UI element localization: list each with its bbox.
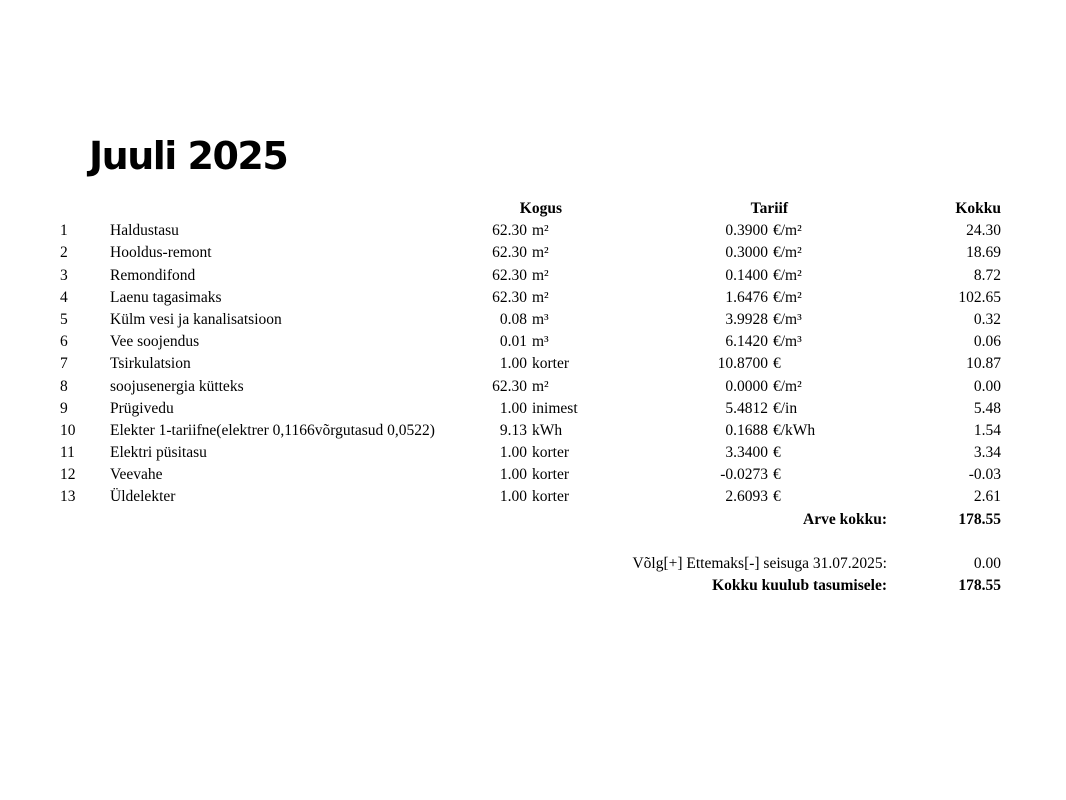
row-quantity-unit: inimest — [532, 399, 578, 417]
row-total: 0.32 — [973, 310, 1001, 328]
row-service-name: Laenu tagasimaks — [110, 288, 222, 306]
table-row — [0, 486, 1066, 508]
row-quantity-unit: korter — [532, 488, 570, 506]
row-total: 24.30 — [966, 222, 1001, 240]
balance-label: Võlg[+] Ettemaks[-] seisuga 31.07.2025: — [632, 555, 887, 572]
row-tariff-unit: €/m² — [773, 266, 802, 284]
row-number: 3 — [60, 266, 68, 284]
table-row — [0, 287, 1066, 309]
row-quantity-unit: m² — [532, 288, 549, 306]
row-quantity-value: 1.00 — [499, 466, 527, 484]
row-tariff-unit: €/m² — [773, 244, 802, 262]
balance-value: 0.00 — [973, 555, 1001, 572]
row-number: 13 — [60, 488, 76, 506]
row-total: 2.61 — [973, 488, 1001, 506]
table-row — [0, 464, 1066, 486]
row-service-name: Üldelekter — [110, 488, 176, 506]
table-header-row — [0, 198, 1066, 220]
row-total: 0.00 — [973, 377, 1001, 395]
row-quantity-unit: korter — [532, 355, 570, 373]
row-tariff-unit: €/m² — [773, 222, 802, 240]
row-quantity-unit: m² — [532, 266, 549, 284]
row-quantity-unit: m³ — [532, 310, 549, 328]
invoice-total-label: Arve kokku: — [803, 510, 887, 528]
row-quantity-value: 0.01 — [499, 333, 527, 351]
row-quantity-unit: m³ — [532, 333, 549, 351]
invoice-table — [0, 198, 1066, 597]
row-quantity-unit: m² — [532, 222, 549, 240]
row-service-name: Haldustasu — [110, 222, 179, 240]
table-row — [0, 331, 1066, 353]
amount-due-row — [0, 575, 1066, 597]
row-quantity-value: 0.08 — [499, 310, 527, 328]
row-quantity-unit: kWh — [532, 421, 563, 439]
row-number: 2 — [60, 244, 68, 262]
row-quantity-value: 1.00 — [499, 444, 527, 462]
row-tariff-unit: €/m² — [773, 377, 802, 395]
row-tariff-unit: € — [773, 355, 781, 373]
row-total: 8.72 — [973, 266, 1001, 284]
row-number: 11 — [60, 444, 75, 462]
row-tariff-value: 2.6093 — [725, 488, 768, 506]
row-number: 5 — [60, 310, 68, 328]
row-total: 18.69 — [966, 244, 1001, 262]
row-number: 8 — [60, 377, 68, 395]
row-quantity-value: 9.13 — [499, 421, 527, 439]
row-service-name: Elektri püsitasu — [110, 444, 207, 462]
balance-row — [0, 553, 1066, 575]
row-quantity-unit: m² — [532, 377, 549, 395]
row-total: 10.87 — [966, 355, 1001, 373]
row-tariff-value: 3.3400 — [725, 444, 768, 462]
row-quantity-unit: korter — [532, 466, 570, 484]
amount-due-label: Kokku kuulub tasumisele: — [712, 577, 887, 595]
row-total: 0.06 — [973, 333, 1001, 351]
row-total: -0.03 — [968, 466, 1001, 484]
row-quantity-value: 1.00 — [499, 488, 527, 506]
table-row — [0, 242, 1066, 264]
invoice-total-row — [0, 509, 1066, 531]
row-total: 3.34 — [973, 444, 1001, 462]
row-tariff-value: 0.3900 — [725, 222, 768, 240]
row-tariff-unit: €/in — [773, 399, 798, 417]
row-number: 7 — [60, 355, 68, 373]
table-row — [0, 376, 1066, 398]
table-row — [0, 442, 1066, 464]
row-number: 10 — [60, 421, 76, 439]
row-service-name: Prügivedu — [110, 399, 174, 417]
row-quantity-value: 62.30 — [492, 288, 527, 306]
row-quantity-value: 62.30 — [492, 222, 527, 240]
row-tariff-value: 10.8700 — [717, 355, 768, 373]
row-service-name: soojusenergia kütteks — [110, 377, 244, 395]
row-tariff-value: 0.1688 — [725, 421, 768, 439]
row-service-name: Elekter 1-tariifne(elektrer 0,1166võrgutasud 0,0522) — [110, 421, 435, 439]
row-quantity-value: 1.00 — [499, 399, 527, 417]
invoice-total-value: 178.55 — [958, 510, 1001, 528]
row-number: 9 — [60, 399, 68, 417]
spacer-row — [0, 531, 1066, 553]
table-row — [0, 220, 1066, 242]
row-tariff-unit: € — [773, 488, 781, 506]
column-header-tariif: Tariif — [750, 200, 788, 217]
row-quantity-unit: m² — [532, 244, 549, 262]
amount-due-value: 178.55 — [958, 577, 1001, 595]
column-header-kogus: Kogus — [519, 200, 562, 217]
table-row — [0, 265, 1066, 287]
table-row — [0, 398, 1066, 420]
row-quantity-value: 62.30 — [492, 377, 527, 395]
row-tariff-value: 0.3000 — [725, 244, 768, 262]
row-tariff-unit: €/m² — [773, 288, 802, 306]
page-title: Juuli 2025 — [89, 134, 288, 178]
row-total: 1.54 — [973, 421, 1001, 439]
row-quantity-value: 62.30 — [492, 244, 527, 262]
row-service-name: Külm vesi ja kanalisatsioon — [110, 310, 282, 328]
row-tariff-value: 0.0000 — [725, 377, 768, 395]
row-quantity-value: 1.00 — [499, 355, 527, 373]
row-tariff-value: 1.6476 — [725, 288, 768, 306]
row-quantity-value: 62.30 — [492, 266, 527, 284]
row-tariff-value: 5.4812 — [725, 399, 768, 417]
table-row — [0, 309, 1066, 331]
row-service-name: Veevahe — [110, 466, 163, 484]
table-row — [0, 420, 1066, 442]
row-number: 6 — [60, 333, 68, 351]
row-number: 4 — [60, 288, 68, 306]
row-tariff-unit: €/m³ — [773, 310, 802, 328]
row-total: 102.65 — [958, 288, 1001, 306]
row-number: 1 — [60, 222, 68, 240]
row-quantity-unit: korter — [532, 444, 570, 462]
row-number: 12 — [60, 466, 76, 484]
row-total: 5.48 — [973, 399, 1001, 417]
column-header-kokku: Kokku — [955, 200, 1001, 217]
row-service-name: Tsirkulatsion — [110, 355, 191, 373]
row-service-name: Hooldus-remont — [110, 244, 212, 262]
row-service-name: Vee soojendus — [110, 333, 200, 351]
row-tariff-unit: €/kWh — [773, 421, 816, 439]
table-row — [0, 353, 1066, 375]
row-tariff-unit: €/m³ — [773, 333, 802, 351]
table-rows — [0, 220, 1066, 508]
row-service-name: Remondifond — [110, 266, 196, 284]
row-tariff-value: 6.1420 — [725, 333, 768, 351]
row-tariff-unit: € — [773, 444, 781, 462]
row-tariff-value: 3.9928 — [725, 310, 768, 328]
row-tariff-unit: € — [773, 466, 781, 484]
row-tariff-value: 0.1400 — [725, 266, 768, 284]
row-tariff-value: -0.0273 — [720, 466, 768, 484]
